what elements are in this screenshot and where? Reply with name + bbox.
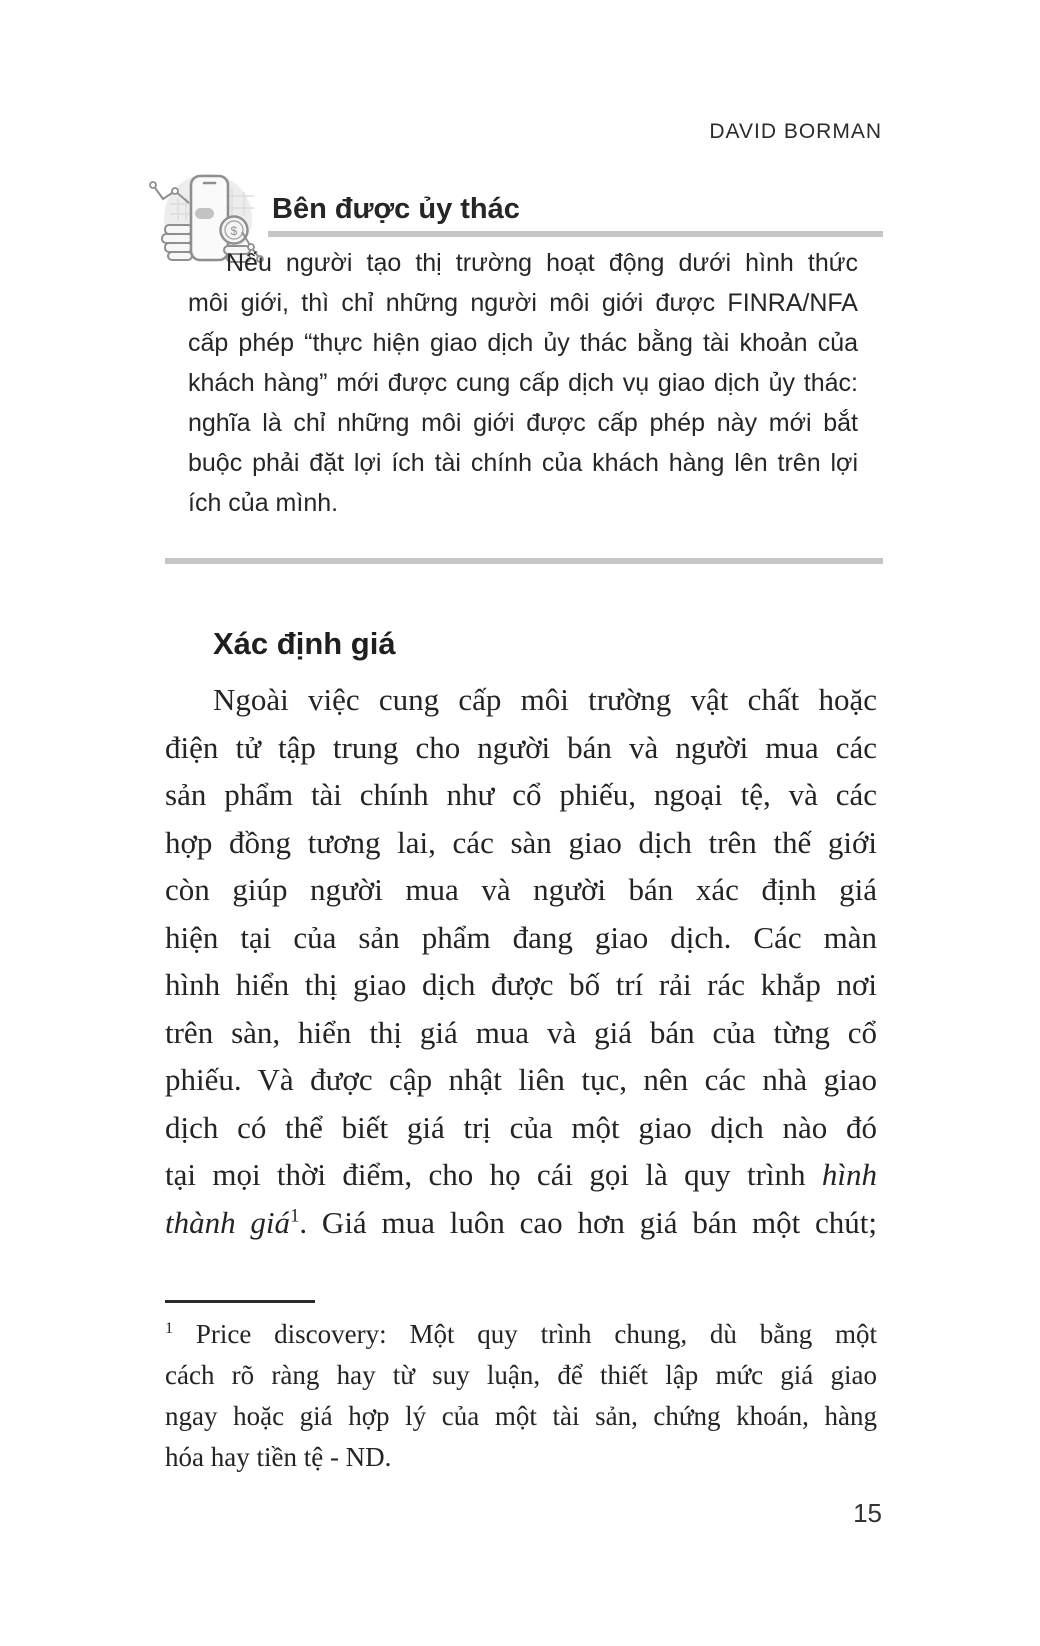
- callout-title: Bên được ủy thác: [272, 193, 520, 225]
- callout-title-rule: [268, 231, 883, 237]
- footnote-rule: [165, 1300, 315, 1303]
- callout-divider: [165, 558, 883, 564]
- footnote: $^1$ Price discovery: Một quy trình chung, dù bằng một cách rõ ràng hay từ suy luận, để thiết lập mức giá giao ngay hoặc giá hợp lý của một tài sản, chứng khoán, hàng hóa hay tiền tệ - ND.: [165, 1319, 877, 1472]
- callout-body: Nếu người tạo thị trường hoạt động dưới hình thức môi giới, thì chỉ những người môi giới được FINRA/NFA cấp phép “thực hiện giao dịch ủy thác bằng tài khoản của khách hàng” mới được cung cấp dịch vụ giao dịch ủy thác: nghĩa là chỉ những môi giới được cấp phép này mới bắt buộc phải đặt lợi ích tài chính của khách hàng lên trên lợi ích của mình.: [188, 249, 858, 517]
- running-header: DAVID BORMAN: [709, 120, 882, 143]
- svg-text:$: $: [230, 224, 238, 238]
- section-body: Ngoài việc cung cấp môi trường vật chất hoặc điện tử tập trung cho người bán và người mua các sản phẩm tài chính như cổ phiếu, ngoại tệ, và các hợp đồng tương lai, các sàn giao dịch trên thế giới còn giúp người mua và người bán xác định giá hiện tại của sản phẩm đang giao dịch. Các màn hình hiển thị giao dịch được bố trí rải rác khắp nơi trên sàn, hiển thị giá mua và giá bán của từng cổ phiếu. Và được cập nhật liên tục, nên các nhà giao dịch có thể biết giá trị của một giao dịch nào đó tại mọi thời điểm, cho họ cái gọi là quy trình hình thành giá$^1$. Giá mua luôn cao hơn giá bán một chút;: [165, 682, 878, 1240]
- icon-dollar-coin: [221, 217, 248, 244]
- page-number: 15: [853, 1498, 882, 1528]
- section-heading: Xác định giá: [213, 626, 396, 661]
